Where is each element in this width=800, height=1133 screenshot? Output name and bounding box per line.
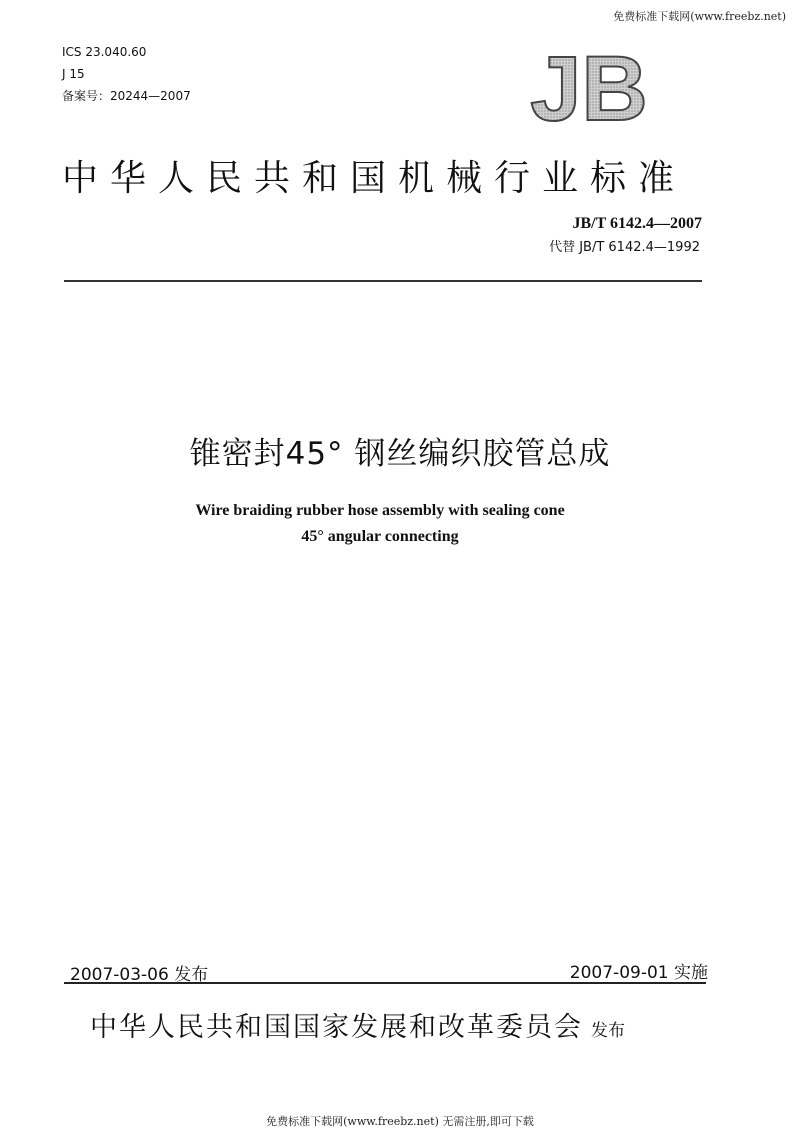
- english-title-line-2: 45° angular connecting: [301, 528, 459, 545]
- ministry-title: 中华人民共和国机械行业标准: [62, 158, 687, 199]
- publisher-suffix: 发布: [591, 1021, 625, 1041]
- footer-divider: [64, 982, 706, 984]
- implementation-date: 2007-09-01 实施: [569, 963, 708, 983]
- filing-number: 备案号：20244—2007: [62, 89, 191, 103]
- jb-logo: [514, 44, 664, 128]
- logo-letters: JB: [530, 44, 648, 128]
- standard-number: JB/T 6142.4—2007: [572, 215, 702, 232]
- issue-date: 2007-03-06 发布: [70, 965, 209, 985]
- replaces-standard: 代替 JB/T 6142.4—1992: [549, 240, 700, 255]
- publisher-name: 中华人民共和国国家发展和改革委员会: [90, 1012, 583, 1043]
- classification-code: J 15: [62, 67, 85, 81]
- watermark-top: 免费标准下载网(www.freebz.net): [613, 10, 786, 23]
- chinese-title: 锥密封45° 钢丝编织胶管总成: [189, 436, 611, 472]
- publisher: [90, 1005, 625, 1044]
- ics-code: ICS 23.040.60: [62, 45, 147, 59]
- watermark-bottom: 免费标准下载网(www.freebz.net) 无需注册,即可下载: [266, 1115, 534, 1128]
- header-divider: [64, 280, 702, 282]
- english-title-line-1: Wire braiding rubber hose assembly with sealing cone: [195, 502, 565, 519]
